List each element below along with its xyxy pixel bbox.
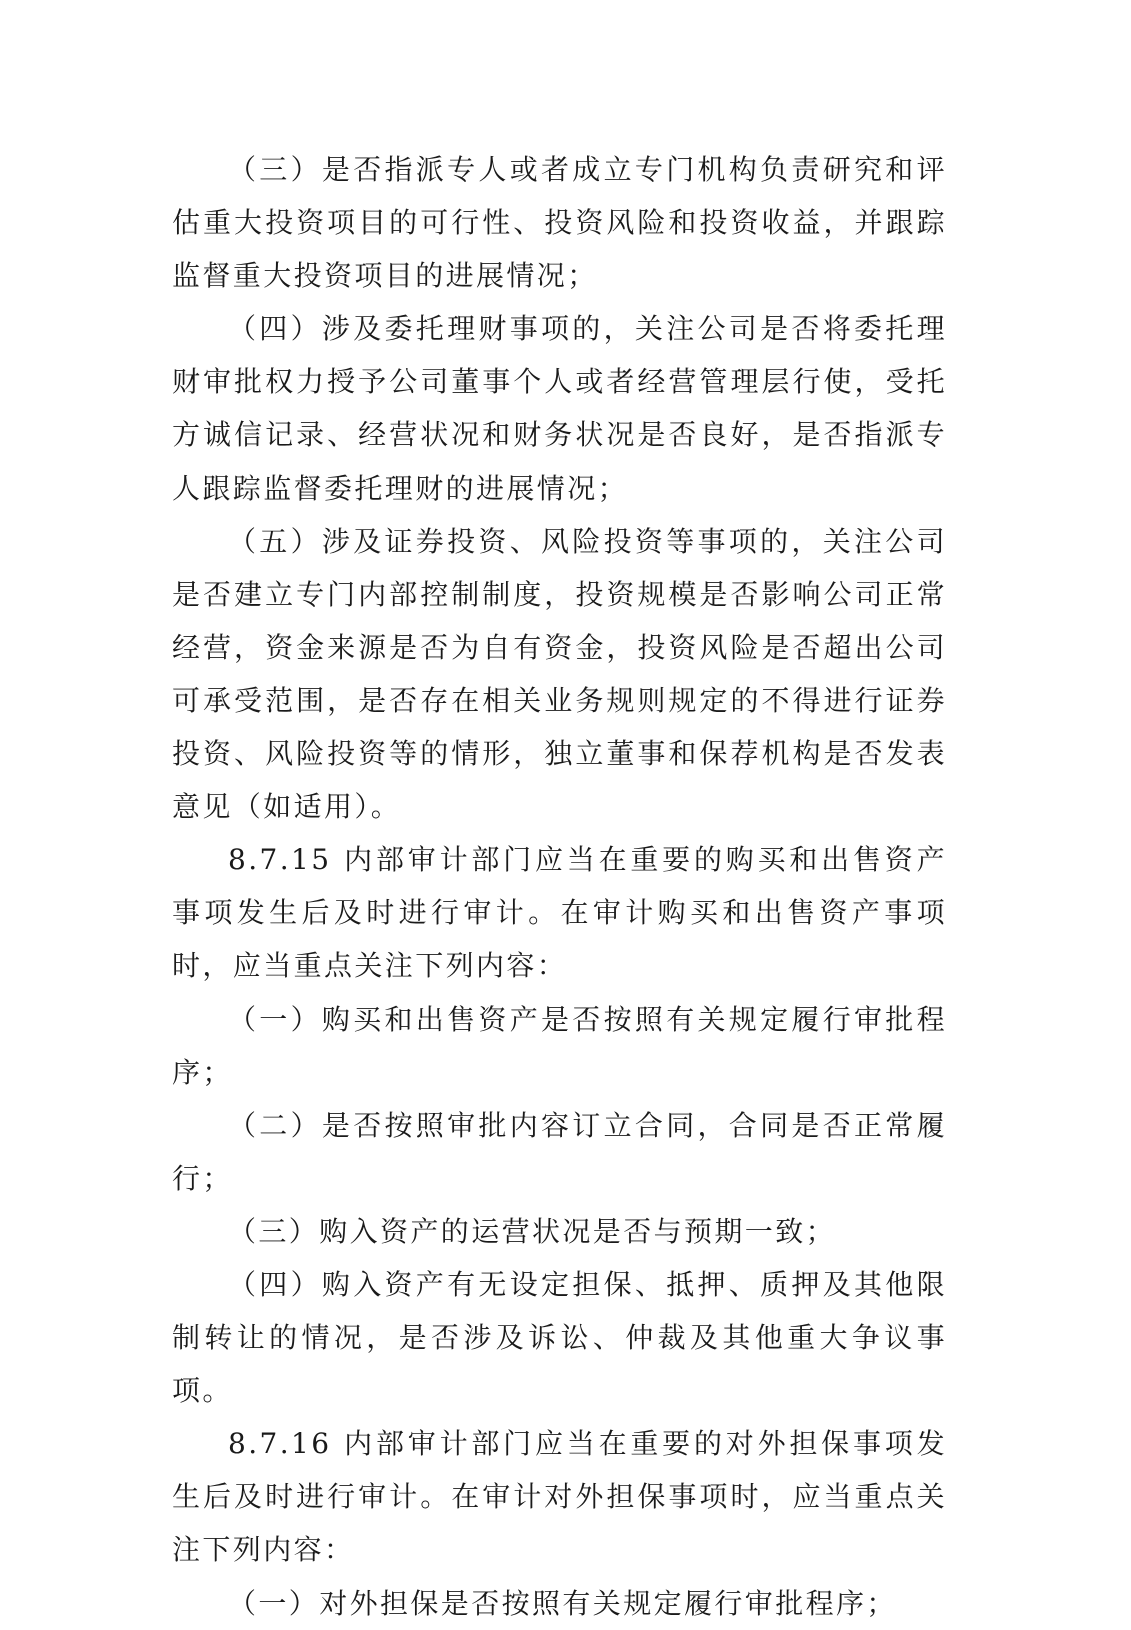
paragraph-article-8-7-16: 8.7.16 内部审计部门应当在重要的对外担保事项发生后及时进行审计。在审计对外担保事项时，应当重点关注下列内容： bbox=[172, 1427, 947, 1567]
paragraph-investment-4: （四）涉及委托理财事项的，关注公司是否将委托理财审批权力授予公司董事个人或者经营管理层行使，受托方诚信记录、经营状况和财务状况是否良好，是否指派专人跟踪监督委托理财的进展情况； bbox=[172, 312, 947, 505]
paragraph-guarantee-1: （一）对外担保是否按照有关规定履行审批程序； bbox=[228, 1586, 897, 1620]
paragraph-investment-5: （五）涉及证券投资、风险投资等事项的，关注公司是否建立专门内部控制制度，投资规模是否影响公司正常经营，资金来源是否为自有资金，投资风险是否超出公司可承受范围，是否存在相关业务规则规定的不得进行证券投资、风险投资等的情形，独立董事和保荐机构是否发表意见（如适用）。 bbox=[172, 524, 947, 824]
paragraph-assets-2: （二）是否按照审批内容订立合同，合同是否正常履行； bbox=[172, 1108, 947, 1195]
paragraph-article-8-7-15: 8.7.15 内部审计部门应当在重要的购买和出售资产事项发生后及时进行审计。在审计购买和出售资产事项时，应当重点关注下列内容： bbox=[172, 843, 947, 983]
paragraph-assets-3: （三）购入资产的运营状况是否与预期一致； bbox=[228, 1214, 837, 1248]
paragraph-investment-3: （三）是否指派专人或者成立专门机构负责研究和评估重大投资项目的可行性、投资风险和投资收益，并跟踪监督重大投资项目的进展情况； bbox=[172, 153, 947, 293]
paragraph-assets-4: （四）购入资产有无设定担保、抵押、质押及其他限制转让的情况，是否涉及诉讼、仲裁及其他重大争议事项。 bbox=[172, 1267, 947, 1408]
paragraph-assets-1: （一）购买和出售资产是否按照有关规定履行审批程序； bbox=[172, 1002, 947, 1089]
document-body bbox=[172, 143, 947, 1630]
